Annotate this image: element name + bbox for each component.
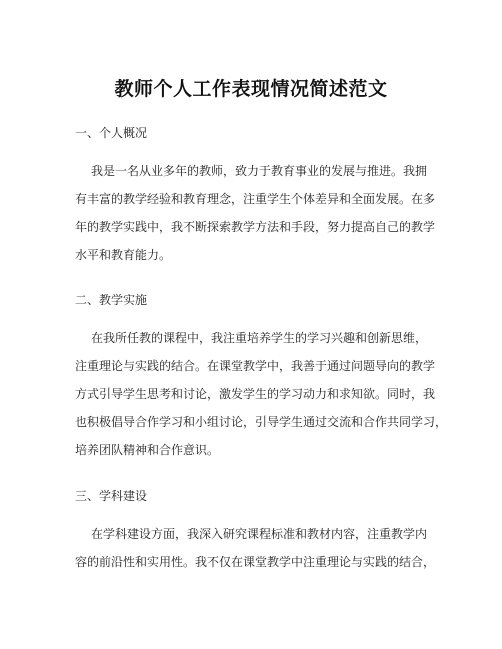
section-heading-1: 一、个人概况 <box>75 126 148 140</box>
paragraph-line: 水平和教育能力。 <box>75 248 172 262</box>
paragraph-line: 也积极倡导合作学习和小组讨论，引导学生通过交流和合作共同学习， <box>75 415 448 429</box>
paragraph-line: 方式引导学生思考和讨论，激发学生的学习动力和求知欲。同时，我 <box>75 387 436 401</box>
paragraph-line: 年的教学实践中，我不断探索教学方法和手段，努力提高自己的教学 <box>75 220 436 234</box>
paragraph-line: 我是一名从业多年的教师，致力于教育事业的发展与推进。我拥 <box>91 164 428 178</box>
document-title: 教师个人工作表现情况简述范文 <box>114 78 388 100</box>
section-heading-2: 二、教学实施 <box>75 293 148 307</box>
paragraph-line: 有丰富的教学经验和教育理念，注重学生个体差异和全面发展。在多 <box>75 192 436 206</box>
paragraph-line: 培养团队精神和合作意识。 <box>75 443 220 457</box>
paragraph-line: 在我所任教的课程中，我注重培养学生的学习兴趣和创新思维， <box>91 331 428 345</box>
paragraph-line: 在学科建设方面，我深入研究课程标准和教材内容，注重教学内 <box>91 527 428 541</box>
section-heading-3: 三、学科建设 <box>75 489 148 503</box>
paragraph-line: 注重理论与实践的结合。在课堂教学中，我善于通过问题导向的教学 <box>75 359 436 373</box>
paragraph-line: 容的前沿性和实用性。我不仅在课堂教学中注重理论与实践的结合， <box>75 555 436 569</box>
